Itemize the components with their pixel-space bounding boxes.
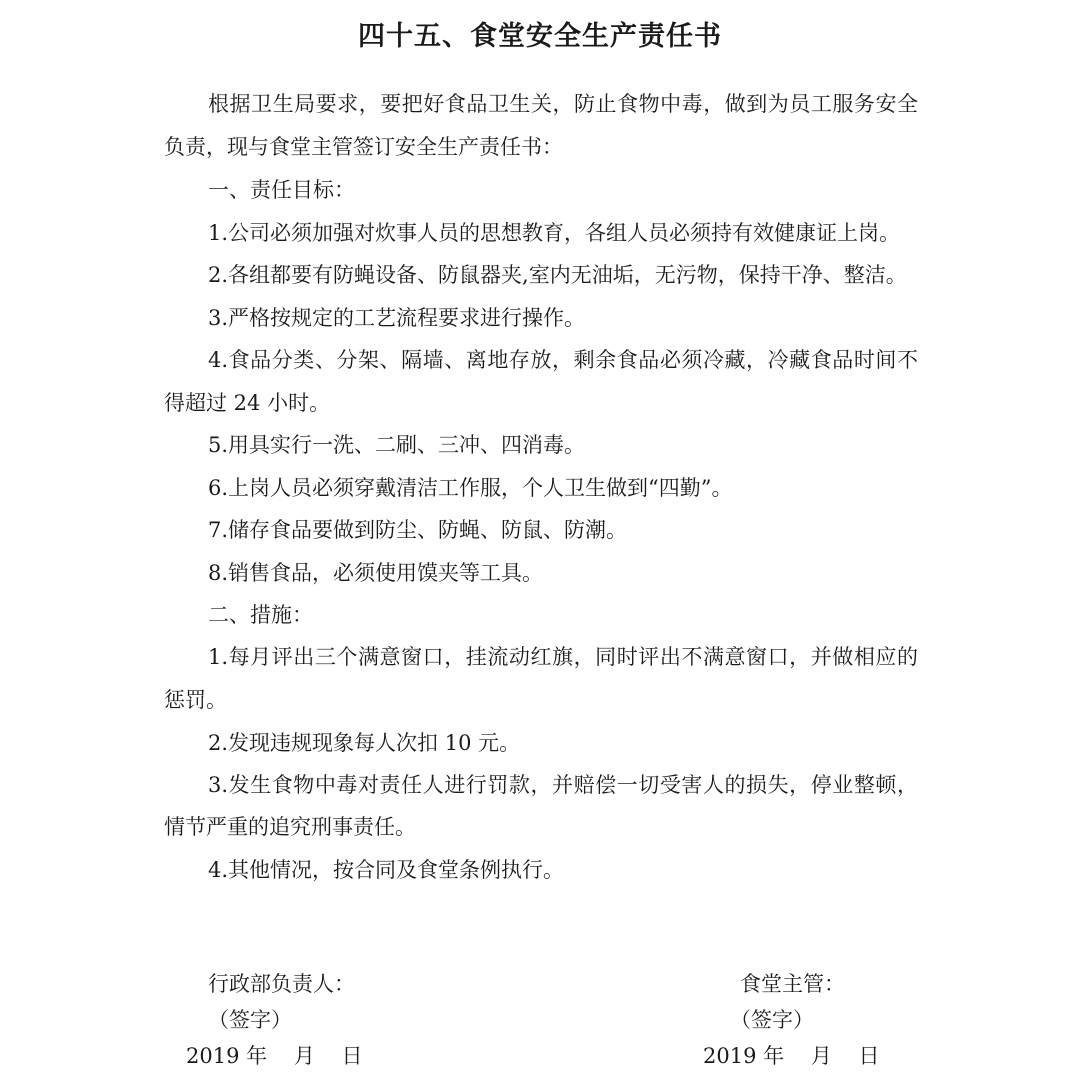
- section-2-heading: 二、措施：: [208, 603, 313, 627]
- signature-left-role: 行政部负责人：: [208, 972, 355, 996]
- section-1-item-3: 3.严格按规定的工艺流程要求进行操作。: [208, 306, 586, 330]
- section-1-item-5: 5.用具实行一洗、二刷、三冲、四消毒。: [208, 433, 586, 457]
- section-2-item-3-cont: 情节严重的追究刑事责任。: [164, 815, 416, 839]
- section-1-item-1: 1.公司必须加强对炊事人员的思想教育，各组人员必须持有效健康证上岗。: [208, 221, 901, 245]
- section-1-item-4: 4.食品分类、分架、隔墙、离地存放，剩余食品必须冷藏，冷藏食品时间不: [208, 348, 918, 372]
- section-1-item-7: 7.储存食品要做到防尘、防蝇、防鼠、防潮。: [208, 518, 628, 542]
- signature-right-sign: （签字）: [730, 1008, 814, 1032]
- section-2-item-1: 1.每月评出三个满意窗口，挂流动红旗，同时评出不满意窗口，并做相应的: [208, 645, 918, 669]
- section-1-heading: 一、责任目标：: [208, 178, 355, 202]
- section-2-item-2: 2.发现违规现象每人次扣 10 元。: [208, 731, 521, 755]
- section-1-item-8: 8.销售食品，必须使用馍夹等工具。: [208, 561, 544, 585]
- section-1-item-4-cont: 得超过 24 小时。: [164, 391, 331, 415]
- intro-line-1: 根据卫生局要求，要把好食品卫生关，防止食物中毒，做到为员工服务安全: [208, 92, 918, 116]
- signature-right-role: 食堂主管：: [740, 972, 845, 996]
- document-title: 四十五、食堂安全生产责任书: [358, 21, 722, 52]
- signature-left-sign: （签字）: [208, 1008, 292, 1032]
- section-2-item-3: 3.发生食物中毒对责任人进行罚款，并赔偿一切受害人的损失，停业整顿，: [208, 773, 918, 797]
- intro-line-2: 负责，现与食堂主管签订安全生产责任书：: [164, 135, 563, 159]
- signature-left-date: 2019 年 月 日: [186, 1044, 363, 1068]
- section-1-item-6: 6.上岗人员必须穿戴清洁工作服，个人卫生做到“四勤”。: [208, 476, 733, 500]
- section-1-item-2: 2.各组都要有防蝇设备、防鼠器夹,室内无油垢，无污物，保持干净、整洁。: [208, 263, 907, 287]
- section-2-item-1-cont: 惩罚。: [164, 688, 227, 712]
- signature-right-date: 2019 年 月 日: [703, 1044, 880, 1068]
- section-2-item-4: 4.其他情况，按合同及食堂条例执行。: [208, 858, 565, 882]
